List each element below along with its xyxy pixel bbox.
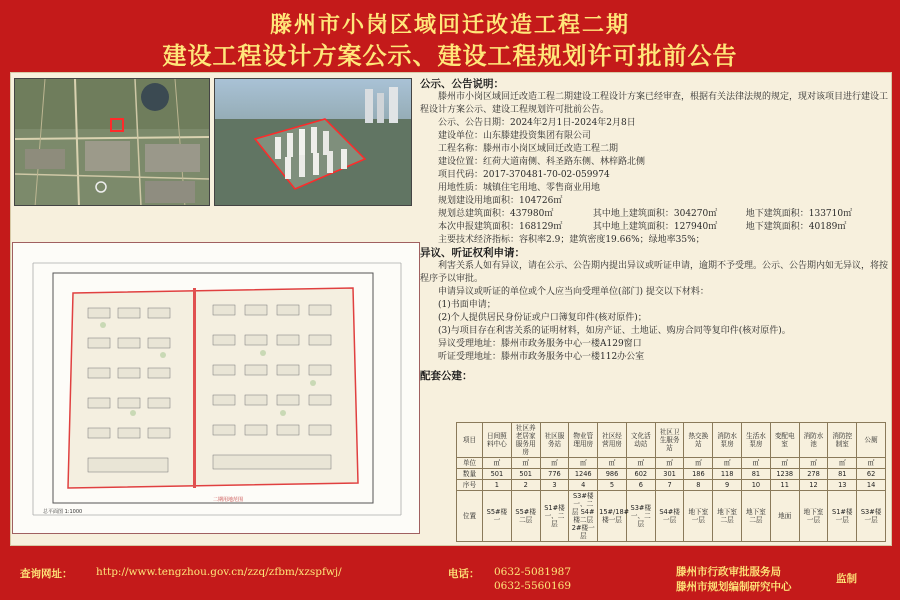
notice-line: 用地性质：城镇住宅用地、零售商业用地 bbox=[438, 183, 601, 193]
table-cell: ㎡ bbox=[828, 458, 857, 469]
table-cell: 消防水泵房 bbox=[713, 423, 742, 458]
table-cell: 地下室二层 bbox=[713, 491, 742, 542]
plan-road-label: 二期用地范围 bbox=[213, 497, 244, 503]
area-row-1 bbox=[420, 208, 890, 221]
footer bbox=[0, 548, 900, 600]
area-above-2: 其中地上建筑面积：127940㎡ bbox=[592, 222, 718, 232]
table-cell: 7 bbox=[655, 480, 684, 491]
table-cell: 776 bbox=[540, 469, 569, 480]
area-under-2: 地下建筑面积：40189㎡ bbox=[745, 222, 847, 232]
table-cell: 14 bbox=[857, 480, 886, 491]
table-row bbox=[457, 469, 886, 480]
table-cell: 501 bbox=[483, 469, 512, 480]
phone-label: 电话： bbox=[448, 568, 480, 580]
query-url-link[interactable]: http://www.tengzhou.gov.cn/zzq/zfbm/xzspfwj/ bbox=[96, 566, 342, 578]
material-item: (3)与项目存在利害关系的证明材料，如房产证、土地证、购房合同等复印件(核对原件)。 bbox=[438, 326, 791, 336]
row-label: 序号 bbox=[457, 480, 483, 491]
table-cell: ㎡ bbox=[857, 458, 886, 469]
table-cell: 301 bbox=[655, 469, 684, 480]
table-cell: 278 bbox=[799, 469, 828, 480]
area-row-2 bbox=[420, 221, 890, 234]
objection-heading: 异议、听证权利申请： bbox=[420, 247, 525, 259]
area-total-1: 规划总建筑面积：437980㎡ bbox=[438, 209, 554, 219]
table-cell: 热交换站 bbox=[684, 423, 713, 458]
table-cell: 5 bbox=[598, 480, 627, 491]
table-cell: 1246 bbox=[569, 469, 598, 480]
notice-line: 工程名称：滕州市小岗区域回迁改造工程二期 bbox=[438, 144, 619, 154]
phone-1: 0632-5081987 bbox=[494, 566, 572, 578]
objection-para1: 利害关系人如有异议，请在公示、公告期内提出异议或听证申请，逾期不予受理。公示、公告期内如无异议，将按程序予以审批。 bbox=[420, 261, 889, 284]
table-cell: 社区卫生服务站 bbox=[655, 423, 684, 458]
table-row bbox=[457, 458, 886, 469]
table-cell: 62 bbox=[857, 469, 886, 480]
notice-line: 公示、公告日期：2024年2月1日-2024年2月8日 bbox=[438, 118, 636, 128]
page-subtitle: 建设工程设计方案公示、建设工程规划许可批前公告 bbox=[162, 41, 738, 70]
table-cell: ㎡ bbox=[770, 458, 799, 469]
table-cell: 社区养老居家服务用房 bbox=[511, 423, 540, 458]
notice-line: 建设位置：红荷大道南侧、科圣路东侧、林梓路北侧 bbox=[438, 157, 646, 167]
table-row bbox=[457, 423, 886, 458]
table-cell: S5#楼二层 bbox=[511, 491, 540, 542]
table-cell: ㎡ bbox=[742, 458, 771, 469]
table-row bbox=[457, 491, 886, 542]
tech-indicators: 主要技术经济指标：容积率2.9；建筑密度19.66%；绿地率35%； bbox=[438, 235, 705, 245]
notice-text bbox=[420, 78, 890, 418]
table-cell: 1238 bbox=[770, 469, 799, 480]
table-cell: 地面 bbox=[770, 491, 799, 542]
row-label: 位置 bbox=[457, 491, 483, 542]
table-cell: ㎡ bbox=[540, 458, 569, 469]
table-cell: 地下室二层 bbox=[742, 491, 771, 542]
table-cell: ㎡ bbox=[598, 458, 627, 469]
objection-address: 异议受理地址：滕州市政务服务中心一楼A129窗口 bbox=[438, 339, 642, 349]
query-label: 查询网址： bbox=[20, 568, 73, 580]
table-cell: ㎡ bbox=[569, 458, 598, 469]
objection-para2: 申请异议或听证的单位或个人应当向受理单位(部门) 提交以下材料： bbox=[438, 287, 709, 297]
table-cell: 81 bbox=[742, 469, 771, 480]
notice-heading: 公示、公告说明： bbox=[420, 78, 504, 90]
table-cell: 9 bbox=[713, 480, 742, 491]
table-cell: 消防控制室 bbox=[828, 423, 857, 458]
table-cell: S3#楼一层 bbox=[857, 491, 886, 542]
row-label: 项目 bbox=[457, 423, 483, 458]
table-cell: 186 bbox=[684, 469, 713, 480]
table-cell: 81 bbox=[828, 469, 857, 480]
table-cell: ㎡ bbox=[799, 458, 828, 469]
aerial-render-image bbox=[214, 78, 412, 206]
table-cell: 13 bbox=[828, 480, 857, 491]
area-above-1: 其中地上建筑面积：304270㎡ bbox=[592, 209, 718, 219]
table-cell: S5#楼一 bbox=[483, 491, 512, 542]
table-cell: 文化活动站 bbox=[626, 423, 655, 458]
table-cell: S1#楼一、二层 bbox=[540, 491, 569, 542]
area-total-2: 本次申报建筑面积：168129㎡ bbox=[438, 222, 563, 232]
table-cell: 社区服务站 bbox=[540, 423, 569, 458]
table-cell: ㎡ bbox=[511, 458, 540, 469]
table-cell: ㎡ bbox=[483, 458, 512, 469]
table-cell: ㎡ bbox=[684, 458, 713, 469]
row-label: 数量 bbox=[457, 469, 483, 480]
table-cell: 地下室一层 bbox=[799, 491, 828, 542]
plan-title: 总平面图 1:1000 bbox=[43, 509, 83, 515]
org-2: 滕州市规划编制研究中心 bbox=[676, 581, 792, 593]
table-cell: 501 bbox=[511, 469, 540, 480]
table-cell: 变配电室 bbox=[770, 423, 799, 458]
notice-line: 项目代码：2017-370481-70-02-059974 bbox=[438, 170, 610, 180]
table-cell: 4 bbox=[569, 480, 598, 491]
table-cell: ㎡ bbox=[655, 458, 684, 469]
table-cell: 15#/18#楼一层 bbox=[598, 491, 627, 542]
material-item: (1)书面申请； bbox=[438, 300, 496, 310]
table-cell: 2 bbox=[511, 480, 540, 491]
table-cell: 986 bbox=[598, 469, 627, 480]
table-cell: 6 bbox=[626, 480, 655, 491]
table-cell: 生活水泵房 bbox=[742, 423, 771, 458]
table-cell: S4#楼一层 bbox=[655, 491, 684, 542]
notice-intro: 滕州市小岗区域回迁改造工程二期建设工程设计方案已经审查，根据有关法律法规的规定，现对该项目进行建设工程设计方案公示、建设工程规划许可批前公告。 bbox=[420, 92, 889, 115]
table-cell: 602 bbox=[626, 469, 655, 480]
table-cell: 12 bbox=[799, 480, 828, 491]
table-cell: 8 bbox=[684, 480, 713, 491]
table-cell: 消防水池 bbox=[799, 423, 828, 458]
material-item: (2)个人提供居民身份证或户口簿复印件(核对原件)； bbox=[438, 313, 647, 323]
notice-line: 规划建设用地面积：104726㎡ bbox=[438, 196, 563, 206]
table-cell: 公厕 bbox=[857, 423, 886, 458]
site-plan-drawing bbox=[12, 242, 420, 534]
phone-2: 0632-5560169 bbox=[494, 580, 572, 592]
table-cell: 3 bbox=[540, 480, 569, 491]
table-cell: S3#楼一、二层 S4#楼二层 2#楼一层 bbox=[569, 491, 598, 542]
table-cell: 地下室一层 bbox=[684, 491, 713, 542]
row-label: 单位 bbox=[457, 458, 483, 469]
notice-line: 建设单位：山东滕建投资集团有限公司 bbox=[438, 131, 592, 141]
org-1: 滕州市行政审批服务局 bbox=[676, 566, 781, 578]
hearing-address: 听证受理地址：滕州市政务服务中心一楼112办公室 bbox=[438, 352, 645, 362]
table-cell: 日间照料中心 bbox=[483, 423, 512, 458]
table-cell: 11 bbox=[770, 480, 799, 491]
facilities-heading: 配套公建： bbox=[420, 370, 473, 382]
table-cell: ㎡ bbox=[626, 458, 655, 469]
facilities-table bbox=[456, 422, 886, 538]
table-cell: 物业管理用房 bbox=[569, 423, 598, 458]
table-cell: 10 bbox=[742, 480, 771, 491]
location-map-image bbox=[14, 78, 210, 206]
area-under-1: 地下建筑面积：133710㎡ bbox=[745, 209, 853, 219]
table-cell: 1 bbox=[483, 480, 512, 491]
table-cell: ㎡ bbox=[713, 458, 742, 469]
table-cell: 118 bbox=[713, 469, 742, 480]
table-cell: 社区经营用房 bbox=[598, 423, 627, 458]
page-title: 滕州市小岗区域回迁改造工程二期 bbox=[269, 12, 630, 38]
supervise-label: 监制 bbox=[836, 573, 857, 585]
table-cell: S1#楼一层 bbox=[828, 491, 857, 542]
table-cell: S3#楼一、二层 bbox=[626, 491, 655, 542]
header bbox=[0, 0, 900, 72]
table-row bbox=[457, 480, 886, 491]
